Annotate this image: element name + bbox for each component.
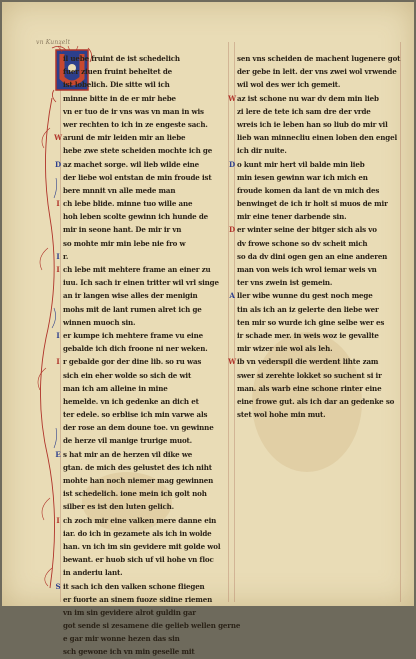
- text-line: [56, 250, 224, 263]
- line-initial: I: [56, 251, 60, 261]
- text-line: [238, 263, 398, 276]
- line-text: swer si zerehte lokket so suchent si ir: [237, 370, 382, 380]
- line-text: minne bitte in de er mir hebe: [63, 93, 176, 103]
- line-text: bere mnnit vn alle mede man: [63, 185, 176, 195]
- text-line: [228, 92, 398, 105]
- line-initial: D: [228, 159, 235, 169]
- line-text: man ich am alleine in mine: [63, 383, 168, 393]
- text-line: [64, 52, 224, 65]
- line-text: o kunt mir hert vil balde min lieb: [237, 159, 365, 169]
- line-initial: A: [229, 291, 235, 301]
- line-text: iuu. Ich sach ir einen tritter wil vrl singe: [63, 278, 219, 288]
- text-line: [238, 184, 398, 197]
- line-text: in anderiu lant.: [63, 568, 123, 578]
- text-line: [238, 382, 398, 395]
- line-initial: I: [56, 357, 60, 367]
- line-text: ich dir nuite.: [237, 146, 287, 156]
- line-text: de herze vil manige trurige muot.: [63, 436, 192, 446]
- line-text: ch lebe mit mehtere frame an einer zu: [63, 265, 211, 274]
- text-line: [64, 78, 224, 91]
- line-text: tin als ich an iz gelerte den liebe wer: [237, 304, 379, 314]
- manuscript-page: [2, 2, 414, 657]
- line-text: il uebe fruint de ist schedelich: [63, 54, 180, 63]
- text-line: [238, 237, 398, 250]
- text-line: [64, 395, 224, 408]
- line-initial: I: [56, 330, 60, 340]
- line-text: ist schedelich. ione mein ich golt noh: [63, 489, 207, 499]
- line-initial: D: [228, 225, 235, 235]
- line-text: aruni de mir leiden mir an liebe: [63, 133, 186, 143]
- line-text: mir in seone hant. De mir ir vn: [63, 225, 182, 235]
- line-text: ller wibe wunne du gest noch mege: [237, 291, 373, 301]
- line-text: r.: [63, 251, 69, 261]
- text-line: [228, 158, 398, 171]
- text-line: [64, 500, 224, 513]
- text-line: [55, 580, 224, 593]
- text-line: [237, 52, 401, 65]
- line-text: az machet sorge. wil lieb wilde eine: [63, 159, 200, 169]
- text-line: [64, 276, 224, 289]
- line-text: mir eine tener darbende sin.: [237, 212, 347, 222]
- line-text: s hat mir an de herzen vil dike we: [63, 449, 193, 459]
- line-text: ter vns zwein ist gemein.: [237, 278, 333, 288]
- line-text: er fuorte an sinem fuoze sidine riemen: [63, 594, 213, 604]
- line-initial: W: [54, 133, 62, 143]
- text-line: [238, 316, 398, 329]
- text-line: [55, 448, 224, 461]
- line-text: bewant. er huob sich uf vil hohe vn floc: [63, 555, 214, 565]
- text-line: [238, 303, 398, 316]
- line-text: han. vn ich im sin gevidere mit golde wol: [63, 541, 221, 551]
- line-text: man von weis ich wrol iemar weis vn: [237, 265, 377, 274]
- line-text: eine frowe gut. als ich dar an gedenke so: [237, 396, 395, 406]
- line-text: ch lebe blide. minne tuo wille ane: [63, 199, 193, 209]
- text-line: [64, 369, 224, 382]
- line-text: vn im sin gevidere alrot guldin gar: [63, 607, 196, 617]
- text-line: [238, 369, 398, 382]
- text-line: [54, 158, 224, 171]
- text-line: [64, 566, 224, 579]
- line-text: stet wol hohe min mut.: [237, 410, 326, 420]
- text-line: [64, 237, 224, 250]
- folio-note: vn Kunzelt: [36, 39, 71, 46]
- text-line: [238, 118, 398, 131]
- text-line: [64, 105, 224, 118]
- line-text: froude komen da lant de vn mich des: [237, 185, 380, 195]
- text-line: [64, 593, 224, 606]
- text-line: [64, 144, 224, 157]
- text-line: [64, 408, 224, 421]
- line-text: silber es ist den luten gelich.: [63, 502, 175, 512]
- line-text: benwinget de ich ir holt si muos de mir: [237, 199, 388, 209]
- text-line: [238, 105, 398, 118]
- line-text: wil wol des wer ich gemeit.: [237, 80, 341, 90]
- line-text: sch gewone ich vn min geselle mit: [63, 647, 195, 657]
- text-line: [54, 131, 224, 144]
- text-line: [64, 171, 224, 184]
- line-initial: I: [56, 199, 60, 209]
- text-line: [238, 65, 398, 78]
- line-text: wer rechten to ich in ze engeste sach.: [63, 119, 208, 129]
- line-text: mohs mit de lant rumen alret ich ge: [63, 304, 202, 314]
- text-column-right: [228, 52, 401, 421]
- text-line: [229, 289, 398, 302]
- line-text: ib vn vederspil die werdent lihte zam: [237, 357, 379, 367]
- text-line: [64, 382, 224, 395]
- text-line: [56, 329, 224, 342]
- line-initial: D: [54, 159, 61, 169]
- ruling-line: [234, 42, 235, 602]
- line-text: sich ein eher wolde so sich de wit: [63, 370, 192, 380]
- line-text: ch zoch mir eine valken mere danne ein: [63, 515, 217, 525]
- line-text: gebalde ich dich froone ni ner weken.: [63, 344, 208, 354]
- text-line: [64, 540, 224, 553]
- line-text: ten mir so wurde ich gine selbe wer es: [237, 317, 385, 327]
- text-line: [238, 329, 398, 342]
- text-line: [228, 355, 398, 368]
- text-line: [64, 223, 224, 236]
- line-text: dv frowe schone so dv scheit mich: [237, 238, 368, 248]
- line-text: wreis ich ie leben han so liub do mir vil: [237, 119, 388, 129]
- text-line: [64, 461, 224, 474]
- text-line: [56, 514, 224, 527]
- line-initial: I: [56, 515, 60, 525]
- text-line: [238, 342, 398, 355]
- text-line: [64, 92, 224, 105]
- line-text: ist lobelich. Die sitte wil ich: [63, 80, 170, 90]
- text-line: [64, 645, 224, 658]
- text-line: [64, 421, 224, 434]
- line-text: mir wizer nie wol als leh.: [237, 344, 333, 354]
- text-line: [64, 303, 224, 316]
- text-line: [64, 289, 224, 302]
- text-line: [64, 434, 224, 447]
- ruling-line: [400, 42, 401, 602]
- line-text: hoh leben scolte gewinn ich hunde de: [63, 212, 209, 222]
- text-line: [238, 276, 398, 289]
- line-text: hebe zwe stete scheiden mochte ich ge: [63, 146, 213, 156]
- line-text: man. als warb eine schone rinter eine: [237, 383, 382, 393]
- line-text: got sende si zesamene die gelieb wellen gerne: [63, 621, 241, 631]
- text-line: [238, 408, 398, 421]
- text-line: [228, 223, 398, 236]
- line-text: vn er tuo de ir vns was vn man in wis: [63, 106, 204, 116]
- line-text: so da dv dini ogen gen an eine anderen: [237, 251, 388, 261]
- line-text: az ist schone nu war dv dem min lieb: [237, 93, 379, 103]
- line-initial: E: [55, 449, 61, 459]
- line-text: er winter seine der bitger sich als vo: [237, 225, 377, 235]
- text-line: [238, 395, 398, 408]
- line-initial: W: [228, 357, 236, 367]
- line-text: der rose an dem doune toe. vn gewinne: [63, 423, 214, 433]
- line-text: min iesen gewinn war ich mich en: [237, 172, 368, 182]
- line-text: an ir langen wise alles der menigin: [63, 291, 198, 301]
- text-line: [63, 619, 241, 632]
- text-line: [64, 184, 224, 197]
- text-line: [64, 474, 224, 487]
- text-line: [64, 632, 224, 645]
- text-line: [64, 342, 224, 355]
- line-text: winnen muoch sin.: [63, 317, 136, 327]
- text-line: [238, 171, 398, 184]
- line-text: der liebe wol entstan de min froude ist: [63, 172, 212, 182]
- line-text: iar. do ich in gezamete als ich in wolde: [63, 528, 212, 538]
- line-text: zi lere de tete ich sam dre der vrde: [237, 106, 371, 116]
- line-text: mohte han noch niemer mag gewinnen: [63, 476, 214, 485]
- line-text: e gar mir wonne hezen das sin: [63, 634, 180, 644]
- line-text: der gebe in leit. der vns zwei wol vrwende: [237, 67, 397, 77]
- line-text: so mohte mir min lebe nie fro w: [63, 238, 186, 248]
- line-initial: W: [228, 93, 236, 103]
- line-initial: I: [56, 265, 60, 274]
- text-column-left: [54, 52, 241, 659]
- line-initial: S: [55, 581, 61, 591]
- line-text: ter edele. so erblise ich min varwe als: [63, 410, 208, 420]
- text-line: [56, 355, 224, 368]
- text-line: [64, 316, 224, 329]
- text-line: [238, 131, 398, 144]
- text-line: [64, 210, 224, 223]
- line-text: ir schade mer. in weis woz ie gevallte: [237, 330, 379, 340]
- ruling-line: [228, 42, 229, 602]
- line-text: gtan. de mich des gelustet des ich niht: [63, 462, 212, 472]
- line-text: r gebalde gor der dine lib. so ru was: [63, 357, 202, 367]
- line-text: er kumpe ich mehtere frame vu eine: [63, 330, 203, 340]
- text-line: [238, 250, 398, 263]
- line-text: sen vns scheiden de machent lugenere got: [237, 54, 401, 63]
- text-line: [64, 606, 224, 619]
- text-line: [238, 210, 398, 223]
- line-text: it sach ich den valken schone fliegen: [63, 581, 205, 591]
- line-text: fuer ziuen fruint beheltet de: [63, 67, 172, 77]
- line-text: lieb wan minnecliu einen loben den engel: [237, 133, 398, 143]
- text-line: [64, 118, 224, 131]
- text-line: [56, 197, 224, 210]
- text-line: [56, 263, 224, 276]
- text-line: [238, 78, 398, 91]
- text-line: [64, 527, 224, 540]
- text-line: [64, 553, 224, 566]
- text-line: [238, 144, 398, 157]
- text-line: [238, 197, 398, 210]
- text-line: [64, 487, 224, 500]
- text-line: [64, 65, 224, 78]
- line-text: hemelde. vn ich gedenke an dich et: [63, 396, 199, 406]
